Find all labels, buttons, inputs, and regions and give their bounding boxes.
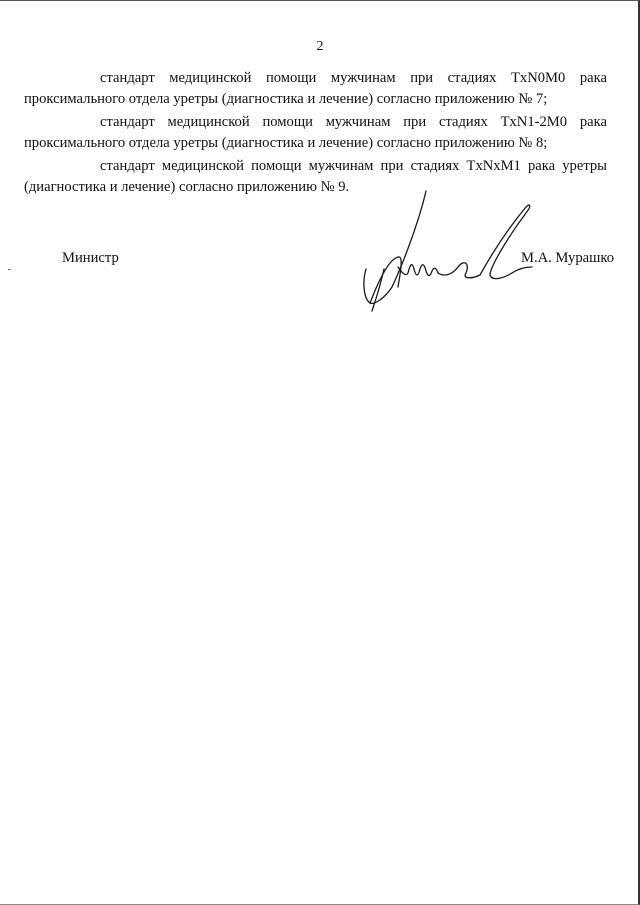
document-body: [24, 68, 607, 200]
signatory-name: М.А. Мурашко: [520, 250, 614, 266]
handwritten-signature-icon: [340, 187, 540, 312]
paragraph-appendix-7: [24, 68, 607, 110]
page-number: 2: [316, 39, 324, 54]
paragraph-line: стандарт медицинской помощи мужчинам при стадиях TxN0M0 рака: [100, 70, 607, 86]
paragraph-line: стандарт медицинской помощи мужчинам при стадиях TxN1-2M0 рака: [100, 114, 607, 130]
paragraph-line: проксимального отдела уретры (диагностика и лечение) согласно приложению № 8;: [24, 135, 548, 151]
scan-margin-mark: [8, 269, 11, 270]
paragraph-line: проксимального отдела уретры (диагностика и лечение) согласно приложению № 7;: [24, 91, 548, 107]
signatory-position: Министр: [62, 250, 119, 266]
paragraph-appendix-8: [24, 112, 607, 154]
paragraph-line: стандарт медицинской помощи мужчинам при стадиях TxNxM1 рака уретры: [100, 158, 607, 174]
paragraph-line: (диагностика и лечение) согласно приложению № 9.: [24, 179, 350, 195]
